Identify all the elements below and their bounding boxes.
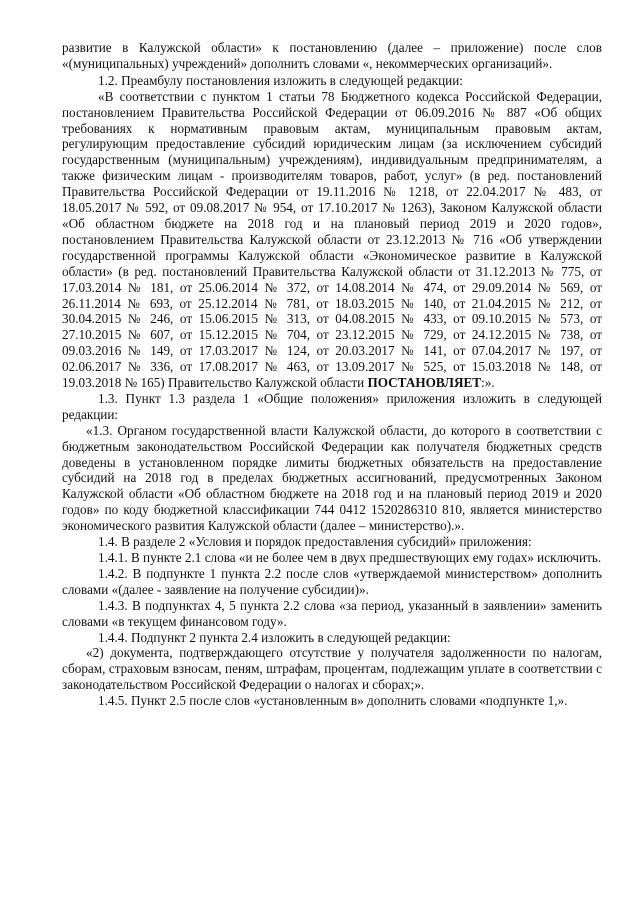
paragraph-1-4-2: 1.4.2. В подпункте 1 пункта 2.2 после слов «утверждаемой министерством» дополнить словами «(далее - заявление на получение субсидии)».	[62, 565, 602, 597]
paragraph-1-4-1: 1.4.1. В пункте 2.1 слова «и не более чем в двух предшествующих ему годах» исключить.	[98, 550, 602, 565]
preamble-text: «В соответствии с пунктом 1 статьи 78 Бюджетного кодекса Российской Федерации, постановлением Правительства Российской Федерации от 06.09.2016 № 887 «Об общих требованиях к нормативным правовым актам, муниципальным правовым актам, регулирующим предоставление субсидий юридическим лицам (за исключением субсидий государственным (муниципальным) учреждениям), индивидуальным предпринимателям, а также физическим лицам - производителям товаров, работ, услуг» (в ред. постановлений Правительства Российской Федерации от 19.11.2016 № 1218, от 22.04.2017 № 483, от 18.05.2017 № 592, от 09.08.2017 № 954, от 17.10.2017 № 1263), Законом Калужской области «Об областном бюджете на 2018 год и на плановый период 2019 и 2020 годов», постановлением Правительства Калужской области от 23.12.2013 № 716 «Об утверждении государственной программы Калужской области «Экономическое развитие в Калужской области» (в ред. постановлений Правительства Калужской области от 31.12.2013 № 775, от 17.03.2014 № 181, от 25.06.2014 № 372, от 14.08.2014 № 474, от 29.09.2014 № 569, от 26.11.2014 № 693, от 25.12.2014 № 781, от 18.03.2015 № 140, от 21.04.2015 № 212, от 30.04.2015 № 246, от 15.06.2015 № 313, от 04.08.2015 № 433, от 09.10.2015 № 573, от 27.10.2015 № 607, от 15.12.2015 № 704, от 23.12.2015 № 729, от 24.12.2015 № 738, от 09.03.2016 № 149, от 17.03.2017 № 124, от 20.03.2017 № 141, от 07.04.2017 № 197, от 02.06.2017 № 336, от 17.08.2017 № 463, от 13.09.2017 № 525, от 15.03.2018 № 148, от 19.03.2018 № 165) Правительство Калужской области	[62, 88, 602, 391]
preamble-bold-word: ПОСТАНОВЛЯЕТ	[367, 375, 482, 391]
paragraph-1-4: 1.4. В разделе 2 «Условия и порядок предоставления субсидий» приложения:	[98, 534, 532, 550]
paragraph-preamble	[62, 89, 602, 391]
document-page	[62, 40, 602, 709]
paragraph-1-3-quote: «1.3. Органом государственной власти Калужской области, до которого в соответствии с бюджетным законодательством Российской Федерации как получателя бюджетных средств доведены в установленном порядке лимиты бюджетных обязательств на предоставление субсидий на 2018 год в пределах бюджетных ассигнований, предусмотренных Законом Калужской области «Об областном бюджете на 2018 год и на плановый период 2019 и 2020 годов» по коду бюджетной классификации 744 0412 1520286310 810, является министерство экономического развития Калужской области (далее – министерство).».	[62, 422, 602, 534]
paragraph-1-3: 1.3. Пункт 1.3 раздела 1 «Общие положения» приложения изложить в следующей редакции:	[62, 390, 602, 422]
paragraph-1-4-4-quote: «2) документа, подтверждающего отсутствие у получателя задолженности по налогам, сборам, страховым взносам, пеням, штрафам, процентам, подлежащим уплате в соответствии с законодательством Российской Федерации о налогах и сборах;».	[62, 645, 602, 693]
paragraph-1-4-5: 1.4.5. Пункт 2.5 после слов «установленным в» дополнить словами «подпункте 1,».	[98, 693, 568, 709]
paragraph-1-2: 1.2. Преамбулу постановления изложить в следующей редакции:	[98, 72, 463, 88]
preamble-tail: :».	[481, 375, 495, 391]
paragraph-intro: развитие в Калужской области» к постановлению (далее – приложение) после слов «(муниципальных) учреждений» дополнить словами «, некоммерческих организаций».	[62, 40, 602, 71]
paragraph-1-4-4: 1.4.4. Подпункт 2 пункта 2.4 изложить в следующей редакции:	[98, 629, 451, 645]
paragraph-1-4-3: 1.4.3. В подпунктах 4, 5 пункта 2.2 слова «за период, указанный в заявлении» заменить словами «в текущем финансовом году».	[62, 597, 602, 629]
